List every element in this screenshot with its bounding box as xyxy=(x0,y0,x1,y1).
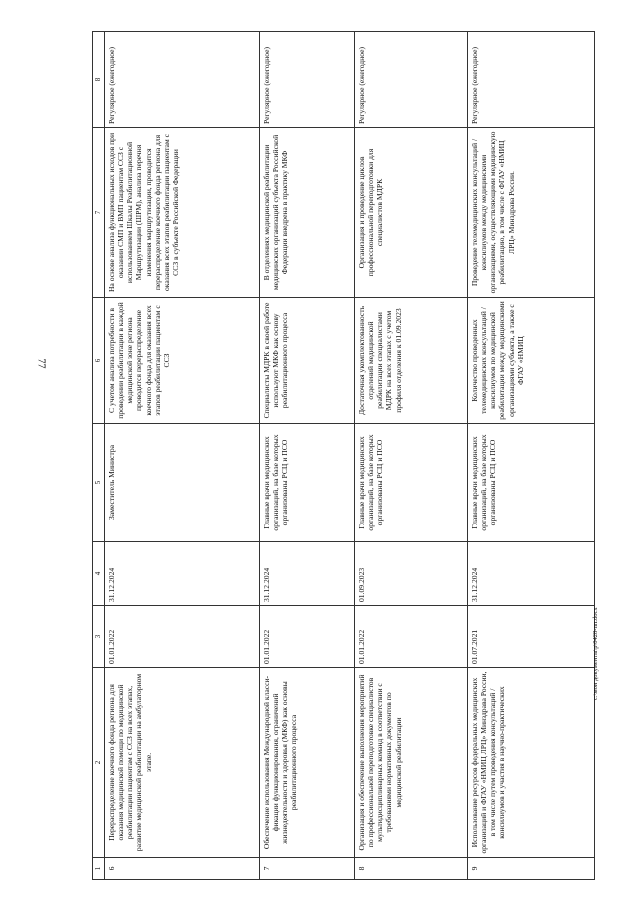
header-cell: 7 xyxy=(93,128,105,298)
header-row xyxy=(93,32,105,880)
result-cell: В отделениях медицинской реабилитации медицинских организаций субъекта Российской Федерации внедрена в практику МКФ xyxy=(259,128,354,298)
result-cell: Организация и проведение циклов профессиональной переподготовки для специалистов МДРК xyxy=(354,128,467,298)
row-number: 6 xyxy=(104,858,259,880)
periodicity-cell: Регулярное (ежегодное) xyxy=(354,32,467,128)
row-number: 7 xyxy=(259,858,354,880)
table-row xyxy=(259,32,354,880)
activity-cell: Организация и обеспечение выполнения мероприятий по профессиональной переподготовке специалистов мультидисциплинарных команд в соответствии с требованиями нормативных документов по медицинской реабилитации xyxy=(354,668,467,858)
header-cell: 1 xyxy=(93,858,105,880)
page-number: 77 xyxy=(35,358,47,369)
header-cell: 3 xyxy=(93,606,105,668)
responsible-cell: Заместитель Министра xyxy=(104,424,259,542)
criteria-cell: Количество проведенных телемедицинских консультаций / консилиумов по медицинской реабилитации между медицинскими организациями субъекта, а также с ФГАУ «НМИЦ xyxy=(467,298,594,424)
activities-table xyxy=(92,31,595,880)
table-row xyxy=(104,32,259,880)
row-number: 9 xyxy=(467,858,594,880)
periodicity-cell: Регулярное (ежегодное) xyxy=(259,32,354,128)
periodicity-cell: Регулярное (ежегодное) xyxy=(104,32,259,128)
header-cell: 5 xyxy=(93,424,105,542)
activity-cell: Перераспределение коечного фонда региона для оказания медицинской помощи по медицинской реабилитации пациентам с ССЗ на всех этапах, развитие медицинской реабилитации на амбулаторном этапе. xyxy=(104,668,259,858)
table-row xyxy=(467,32,594,880)
footer-file-path: c:\мои документы\р\0428-пп.docx xyxy=(592,607,599,700)
responsible-cell: Главные врачи медицинских организаций, на базе которых организованы РСЦ и ПСО xyxy=(259,424,354,542)
rotated-table xyxy=(92,32,592,880)
start-date-cell: 01.01.2022 xyxy=(354,606,467,668)
result-cell: Проведение телемедицинских консультаций / консилиумов между медицинскими организациями, осуществляющими медицинскую реабилитацию, в том числе с ФГАУ «НМИЦ ЛРЦ» Минздрава России. xyxy=(467,128,594,298)
start-date-cell: 01.01.2022 xyxy=(104,606,259,668)
responsible-cell: Главные врачи медицинских организаций, на базе которых организованы РСЦ и ПСО xyxy=(467,424,594,542)
start-date-cell: 01.01.2022 xyxy=(259,606,354,668)
start-date-cell: 01.07.2021 xyxy=(467,606,594,668)
end-date-cell: 31.12.2024 xyxy=(104,542,259,606)
end-date-cell: 01.09.2023 xyxy=(354,542,467,606)
result-cell: На основе анализа функциональных исходов при оказании СМП и ВМП пациентам ССЗ с использованием Шкалы Реабилитационной Маршрутизации (ШРМ), анализа перечня изменения маршрутизации, проводится перераспределение коечного фонда региона для оказания всех этапов реабилитации пациентам с ССЗ в субъекте Российской Федерации xyxy=(104,128,259,298)
responsible-cell: Главные врачи медицинских организаций, на базе которых организованы РСЦ и ПСО xyxy=(354,424,467,542)
header-cell: 2 xyxy=(93,668,105,858)
criteria-cell: С учетом анализа потребности в проведении реабилитации в каждой медицинской зоне региона проводится перераспределение коечного фонда для оказания всех этапов реабилитации пациентам с ССЗ xyxy=(104,298,259,424)
row-number: 8 xyxy=(354,858,467,880)
table-row xyxy=(354,32,467,880)
header-cell: 6 xyxy=(93,298,105,424)
end-date-cell: 31.12.2024 xyxy=(467,542,594,606)
criteria-cell: Достаточная укомплектованность отделений медицинской реабилитации специалистами МДРК на всех этапах с учетом профиля отделения к 01.09.2023 xyxy=(354,298,467,424)
header-cell: 4 xyxy=(93,542,105,606)
end-date-cell: 31.12.2024 xyxy=(259,542,354,606)
header-cell: 8 xyxy=(93,32,105,128)
periodicity-cell: Регулярное (ежегодное) xyxy=(467,32,594,128)
criteria-cell: Специалисты МДРК в своей работе используют МКФ как основу реабилитационного процесса xyxy=(259,298,354,424)
activity-cell: Использование ресурсов федеральных медицинских организаций и ФГАУ «НМИЦ ЛРЦ» Минздрава России, в том числе путем проведения консультаций / консилиумов и участия в научно-практических xyxy=(467,668,594,858)
activity-cell: Обеспечение использования Международной класси-фикации функционирования, ограничений жизнедеятельности и здоровья (МКФ) как основы реабилитационного процесса xyxy=(259,668,354,858)
